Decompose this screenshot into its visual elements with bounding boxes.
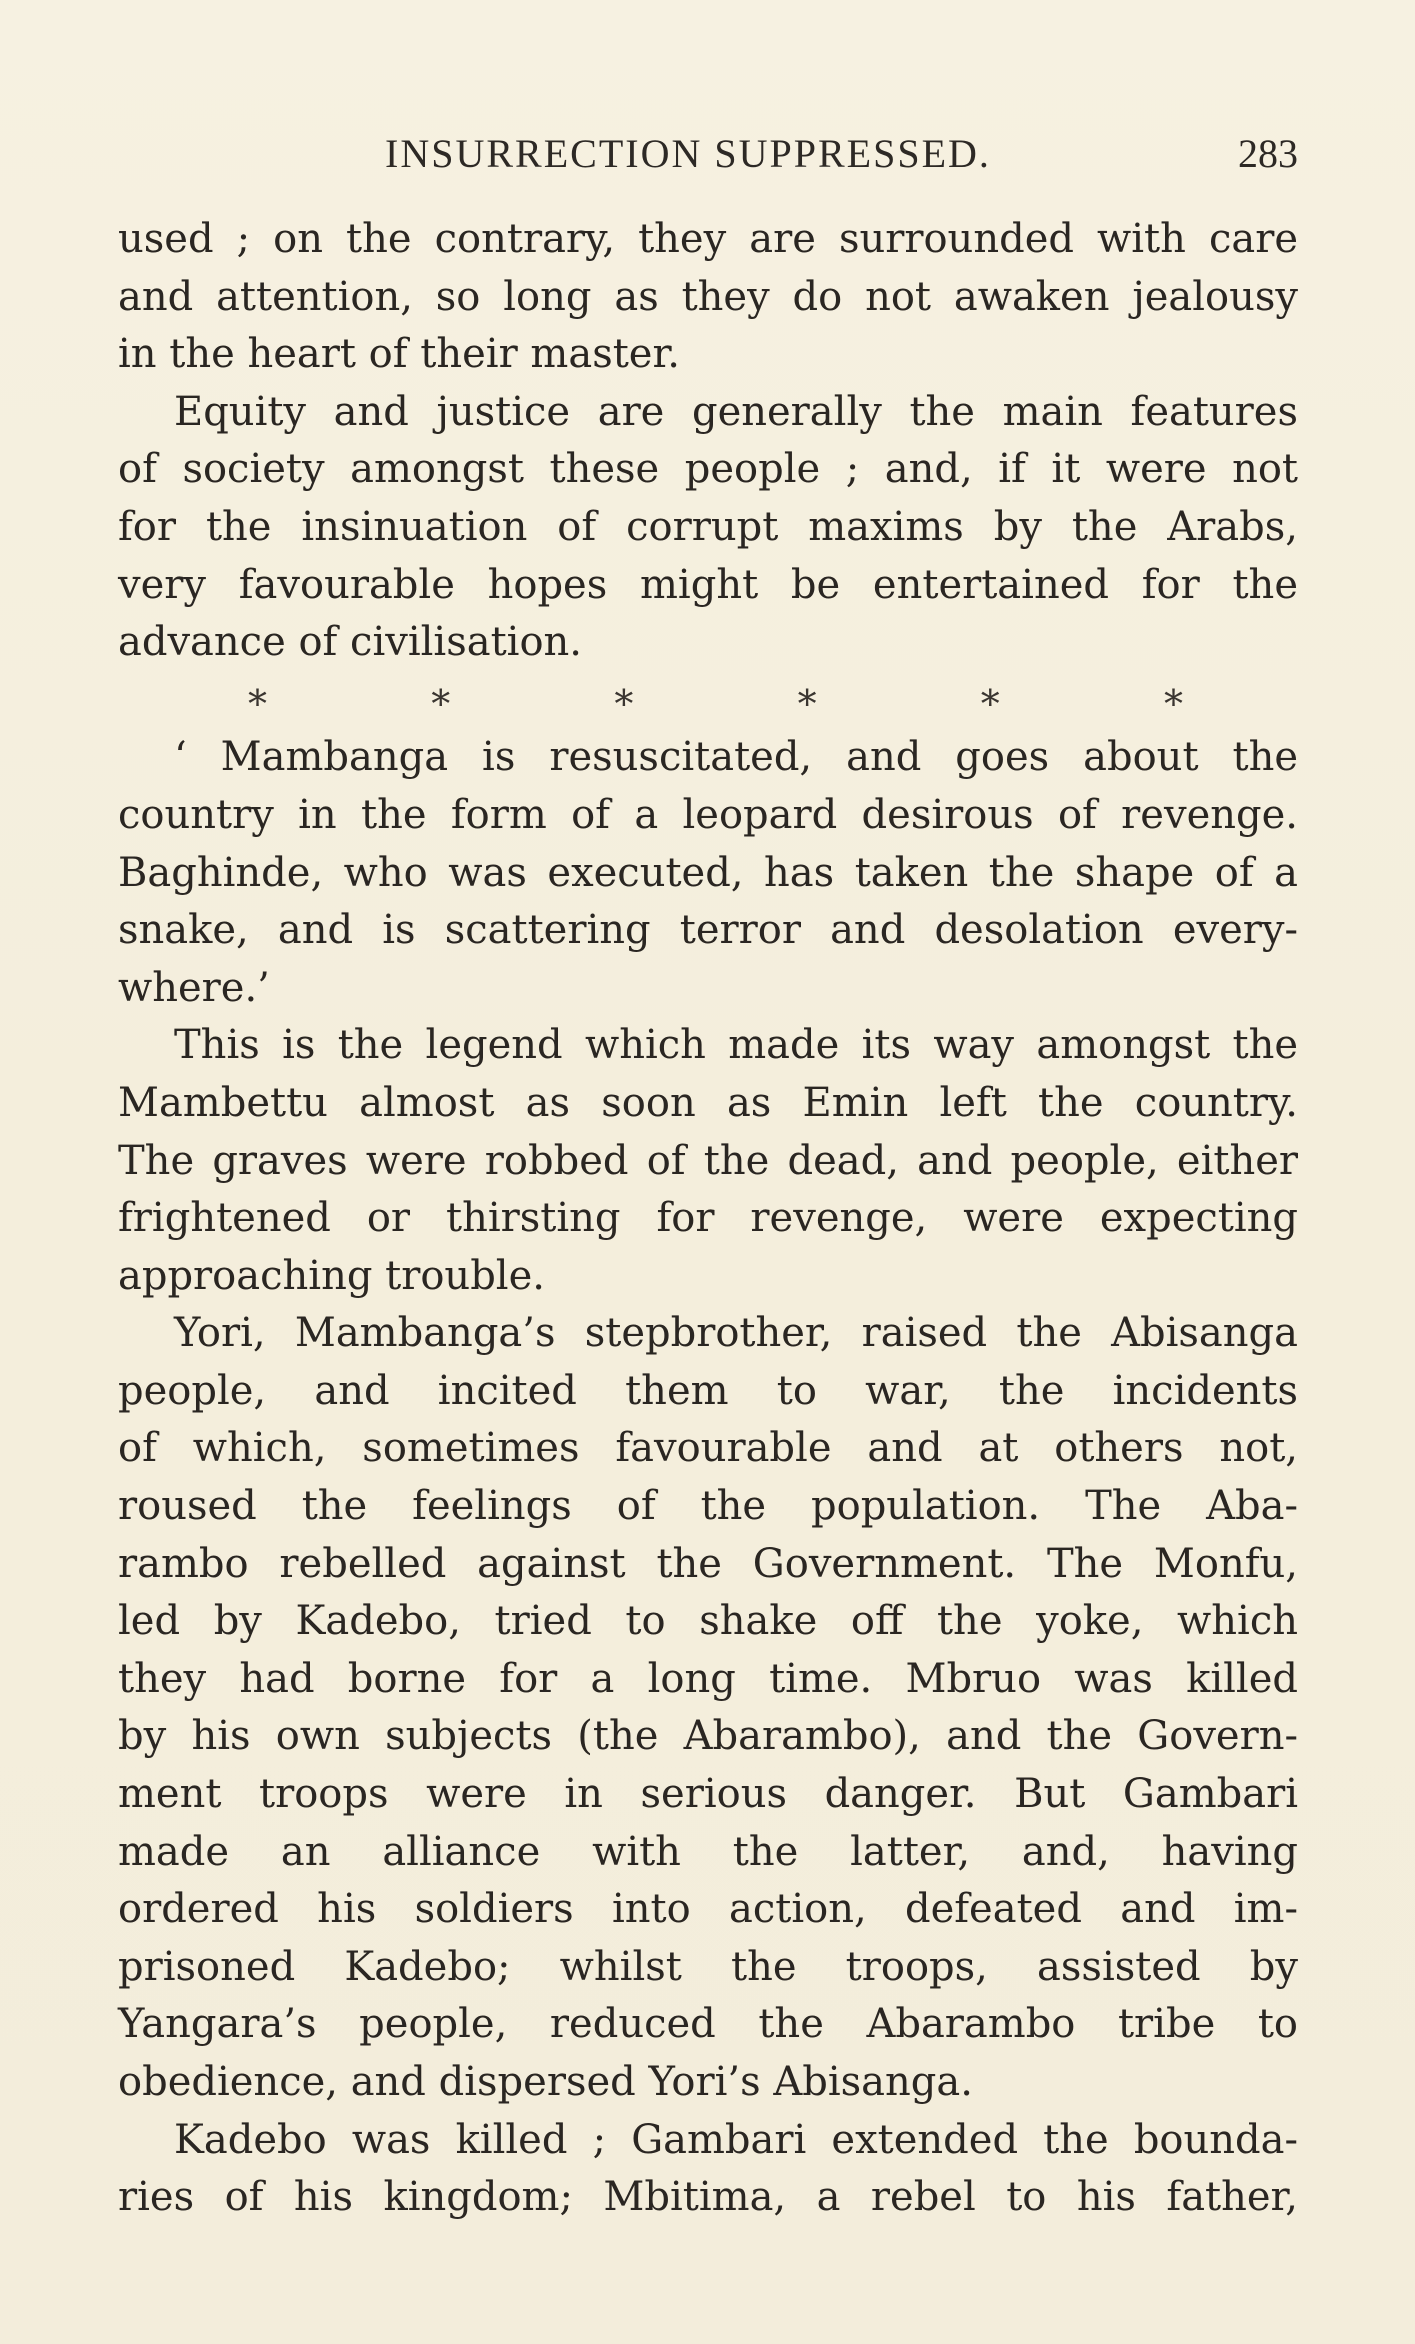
text-line: they had borne for a long time. Mbruo was killed — [118, 1655, 1298, 1702]
text-line: obedience, and dispersed Yori’s Abisanga. — [118, 2059, 973, 2105]
asterisk-glyph: * — [797, 681, 817, 726]
running-title: INSURRECTION SUPPRESSED. — [385, 131, 991, 176]
text-line: ment troops were in serious danger. But Gambari — [118, 1771, 1298, 1818]
paragraph — [118, 1305, 1298, 2111]
running-head — [118, 130, 1298, 180]
text-line: led by Kadebo, tried to shake off the yoke, which — [118, 1598, 1298, 1645]
text-line: and attention, so long as they do not awaken jealousy — [118, 273, 1298, 320]
text-line: country in the form of a leopard desirous of revenge. — [118, 791, 1298, 838]
text-line: used ; on the contrary, they are surrounded with care — [118, 216, 1298, 262]
text-line: roused the feelings of the population. The Aba- — [118, 1483, 1298, 1530]
text-line: Equity and justice are generally the main features — [174, 388, 1298, 435]
section-separator — [118, 672, 1298, 730]
text-line: of which, sometimes favourable and at others not, — [118, 1425, 1298, 1472]
text-line: very favourable hopes might be entertained for the — [118, 561, 1298, 608]
paragraph — [118, 211, 1298, 384]
text-line: advance of civilisation. — [118, 619, 583, 666]
paragraph — [118, 729, 1298, 1017]
paragraph — [118, 2112, 1298, 2227]
text-line: ries of his kingdom; Mbitima, a rebel to his father, — [118, 2174, 1298, 2221]
text-line: snake, and is scattering terror and desolation every- — [118, 907, 1298, 954]
page-number: 283 — [1238, 131, 1298, 176]
text-line: in the heart of their master. — [118, 331, 680, 378]
text-line: Kadebo was killed ; Gambari extended the bounda- — [174, 2116, 1298, 2163]
text-line: ordered his soldiers into action, defeated and im- — [118, 1886, 1298, 1933]
text-line: ‘ Mambanga is resuscitated, and goes about the — [174, 734, 1298, 781]
text-line: Yori, Mambanga’s stepbrother, raised the Abisanga — [174, 1310, 1298, 1357]
text-line: by his own subjects (the Abarambo), and the Govern- — [118, 1713, 1298, 1760]
paragraph — [118, 1017, 1298, 1305]
asterisk-glyph: * — [614, 681, 634, 726]
text-line: prisoned Kadebo; whilst the troops, assisted by — [118, 1943, 1298, 1990]
asterisk-glyph: * — [431, 681, 451, 726]
text-line: Mambettu almost as soon as Emin left the country. — [118, 1079, 1298, 1126]
text-line: where.’ — [118, 964, 270, 1011]
text-line: of society amongst these people ; and, if it were not — [118, 446, 1298, 493]
text-line: made an alliance with the latter, and, having — [118, 1828, 1298, 1875]
paragraph — [118, 384, 1298, 672]
text-line: The graves were robbed of the dead, and people, either — [118, 1137, 1298, 1184]
text-line: rambo rebelled against the Government. The Monfu, — [118, 1540, 1298, 1587]
asterisk-glyph: * — [248, 681, 267, 726]
text-line: for the insinuation of corrupt maxims by the Arabs, — [118, 503, 1298, 550]
text-line: This is the legend which made its way amongst the — [174, 1022, 1298, 1069]
asterisk-glyph: * — [980, 681, 1000, 726]
text-body — [118, 211, 1298, 2227]
text-line: approaching trouble. — [118, 1252, 545, 1299]
text-line: Baghinde, who was executed, has taken the shape of a — [118, 849, 1298, 896]
text-line: people, and incited them to war, the incidents — [118, 1367, 1298, 1414]
text-line: Yangara’s people, reduced the Abarambo tribe to — [118, 2001, 1298, 2048]
text-line: frightened or thirsting for revenge, were expecting — [118, 1195, 1298, 1242]
asterisk-glyph: * — [1163, 681, 1183, 726]
